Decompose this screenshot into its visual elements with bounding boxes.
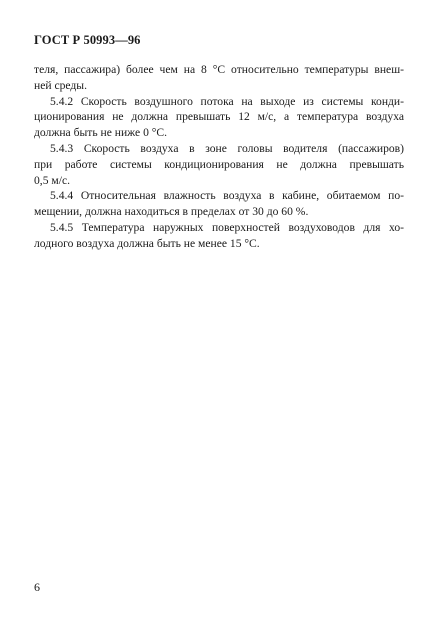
text-line: 0,5 м/с. [34,173,70,187]
text-line: мещении, должна находиться в пределах от 30 до 60 %. [34,205,309,219]
text-line: лодного воздуха должна быть не менее 15 °С. [34,236,260,250]
clause-5-4-4-line: 5.4.4 Относительная влажность воздуха в кабине, обитаемом по- [50,189,404,203]
text-line: теля, пассажира) более чем на 8 °С относительно температуры внеш- [34,63,404,76]
document-header: ГОСТ Р 50993—96 [34,33,141,47]
clause-5-4-5-line: 5.4.5 Температура наружных поверхностей воздуховодов для хо- [50,220,404,234]
text-line: при работе системы кондиционирования не должна превышать [34,157,404,171]
text-line: ционирования не должна превышать 12 м/с, а температура воздуха [34,110,404,124]
text-line: должна быть не ниже 0 °С. [34,126,168,140]
clause-5-4-2-line: 5.4.2 Скорость воздушного потока на выходе из системы конди- [50,94,404,108]
page-number: 6 [34,580,40,594]
text-line: ней среды. [34,78,87,92]
document-body [34,62,404,252]
clause-5-4-3-line: 5.4.3 Скорость воздуха в зоне головы водителя (пассажиров) [50,141,404,155]
